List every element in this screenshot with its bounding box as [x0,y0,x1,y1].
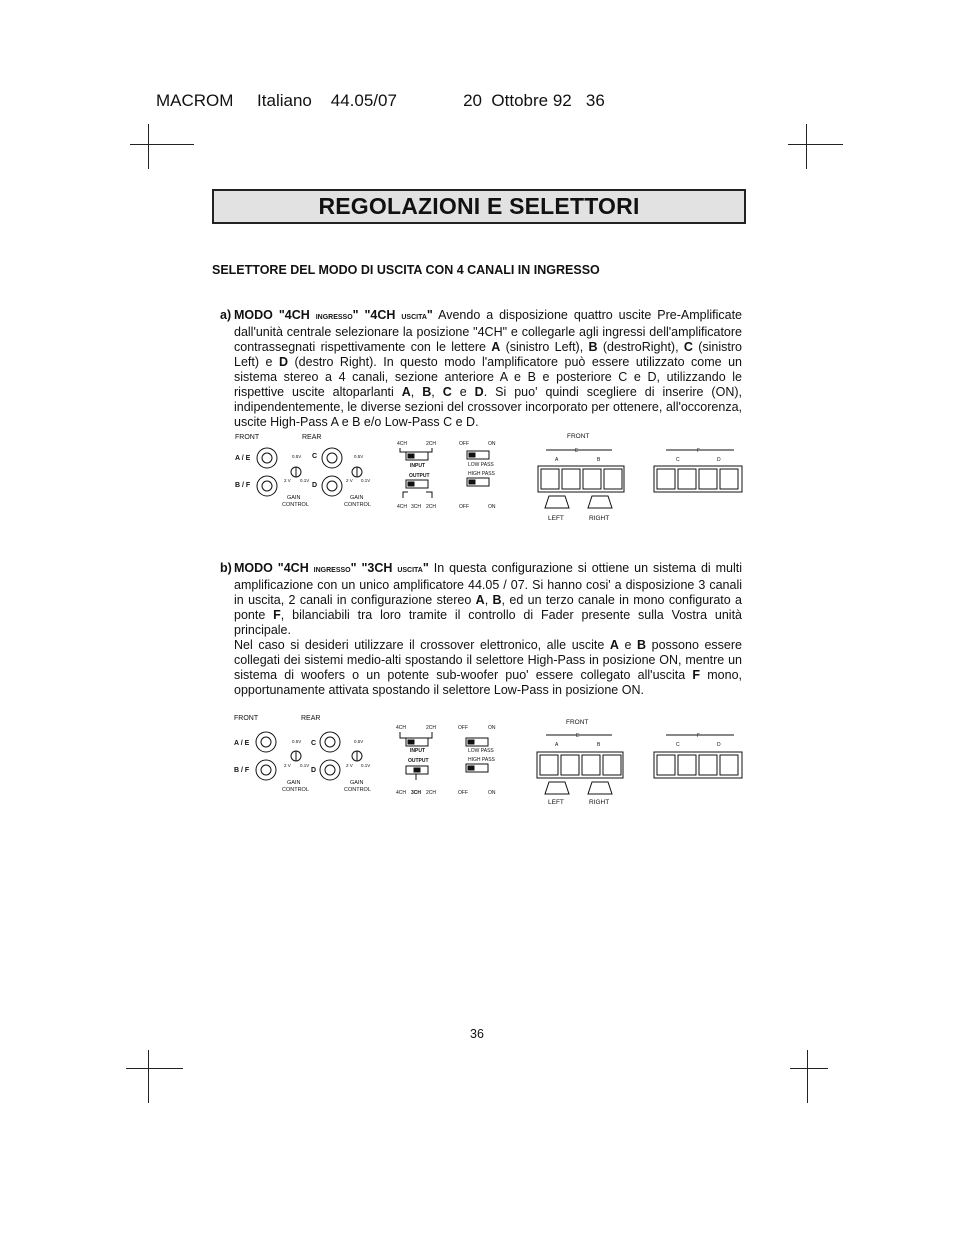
gain-knob-icon [291,751,362,761]
label-a: A [555,457,559,463]
label-d: D [312,482,318,489]
label-c: C [311,740,317,747]
title-box [212,189,746,224]
label-2v: 2 V [346,478,353,483]
label-3ch: 3CH [411,790,422,796]
label-2ch: 2CH [426,441,437,447]
label-on: ON [488,790,496,796]
label-lowpass: LOW PASS [468,462,494,468]
label-off: OFF [459,504,469,510]
label-highpass: HIGH PASS [468,757,495,763]
label-rear: REAR [301,715,321,722]
label-2v: 2 V [346,763,353,768]
label-2ch: 2CH [426,504,437,510]
label-right: RIGHT [589,799,610,806]
label-on: ON [488,504,496,510]
label-bf: B / F [234,767,250,774]
label-4ch: 4CH [397,441,408,447]
label-off: OFF [458,790,468,796]
label-front: FRONT [234,715,259,722]
crop-mark [130,144,194,145]
label-05v: 0.5V [292,739,302,744]
crop-mark [807,1050,808,1103]
label-d: D [311,767,317,774]
label-highpass: HIGH PASS [468,471,495,477]
page-number: 36 [470,1027,484,1041]
label-f: F [697,733,701,739]
crop-mark [788,144,843,145]
speaker-terminal-icon [537,735,742,794]
label-control: CONTROL [344,502,371,508]
label-ae: A / E [235,455,251,462]
label-control: CONTROL [344,787,371,793]
label-right: RIGHT [589,515,610,522]
label-gain: GAIN [287,780,301,786]
label-off: OFF [459,441,469,447]
paragraph-b: b) MODO "4CH INGRESSO" "3CH USCITA" In questa configurazione si ottiene un sistema di multi amplificazione con un unico amplificatore 44.05 / 07. Si hanno cosi' a disposizione 3 canali in uscita, 2 canali in configurazione stereo A, B, ed un terzo canale in mono configurato a ponte F, bilanciabili tra loro tramite il controllo di Fader presente sulla Vostra unità principale. Nel caso si desideri utilizzare il crossover elettronico, alle uscite A e B possono essere collegati dei sistemi medio-alti spostando il selettore High-Pass in posizione ON, mentre un sistema di woofers o un potente sub-woofer puo' essere collegato all'uscita F mono, opportunamente attivata spostando il selettore Low-Pass in posizione ON. [220,561,743,697]
label-2ch: 2CH [426,725,437,731]
speaker-terminal-icon [538,450,742,508]
label-e: E [575,448,579,454]
crop-mark [148,124,149,169]
label-input: INPUT [410,463,425,469]
label-output: OUTPUT [408,758,429,764]
label-05v: 0.5V [292,454,302,459]
label-4ch: 4CH [396,725,407,731]
label-bf: B / F [235,482,251,489]
label-on: ON [488,441,496,447]
label-off: OFF [458,725,468,731]
label-4ch: 4CH [396,790,407,796]
crop-mark [148,1050,149,1103]
crop-mark [126,1068,183,1069]
label-control: CONTROL [282,502,309,508]
label-on: ON [488,725,496,731]
label-01v: 0.1V [361,763,371,768]
label-05v: 0.5V [354,454,364,459]
label-2ch: 2CH [426,790,437,796]
label-4ch: 4CH [397,504,408,510]
label-2v: 2 V [284,478,291,483]
label-3ch: 3CH [411,504,422,510]
label-f: F [697,448,701,454]
label-01v: 0.1V [361,478,371,483]
item-label: b) [220,561,232,575]
label-front: FRONT [567,433,590,440]
label-dd: D [717,457,721,463]
label-rear: REAR [302,434,322,441]
label-front: FRONT [566,719,589,726]
label-gain: GAIN [350,780,364,786]
label-b: B [597,742,601,748]
label-input: INPUT [410,748,425,754]
mode-title: MODO "4CH INGRESSO" "4CH USCITA" [234,308,433,322]
label-e: E [576,733,580,739]
label-cc: C [676,742,680,748]
section-subtitle: SELETTORE DEL MODO DI USCITA CON 4 CANALI IN INGRESSO [212,263,600,277]
label-01v: 0.1V [300,763,310,768]
label-dd: D [717,742,721,748]
label-front: FRONT [235,434,260,441]
mode-title: MODO "4CH INGRESSO" "3CH USCITA" [234,561,429,575]
label-output: OUTPUT [409,473,430,479]
label-gain: GAIN [287,495,301,501]
label-cc: C [676,457,680,463]
gain-knob-icon [291,467,362,477]
label-2v: 2 V [284,763,291,768]
label-01v: 0.1V [300,478,310,483]
label-b: B [597,457,601,463]
wiring-diagram-4ch [226,428,756,528]
label-left: LEFT [548,515,564,522]
label-c: C [312,453,318,460]
crop-mark [790,1068,828,1069]
label-ae: A / E [234,740,250,747]
label-05v: 0.5V [354,739,364,744]
page-title: REGOLAZIONI E SELETTORI [318,193,640,219]
paragraph-a: a) MODO "4CH INGRESSO" "4CH USCITA" Avendo a disposizione quattro uscite Pre-Amplificate dall'unità centrale selezionare la posizione "4CH" e collegarle agli ingressi dell'amplificatore contrassegnati rispettivamente con le lettere A (sinistro Left), B (destroRight), C (sinistro Left) e D (destro Right). In questo modo l'amplificatore può essere utilizzato come un sistema stereo a 4 canali, sezione anteriore A e B e posteriore C e D, utilizzando le rispettive uscite altoparlanti A, B, C e D. Si puo' quindi scegliere di inserire (ON), indipendentemente, le diverse sezioni del crossover incorporato per ottenere, all'occorenza, uscite High-Pass A e B e/o Low-Pass C e D. [220,308,742,429]
item-label: a) [220,308,232,322]
label-gain: GAIN [350,495,364,501]
wiring-diagram-3ch [226,710,756,810]
switch-icon [400,732,488,780]
label-lowpass: LOW PASS [468,748,494,754]
crop-mark [806,124,807,169]
label-control: CONTROL [282,787,309,793]
label-left: LEFT [548,799,564,806]
page-header: MACROM Italiano 44.05/07 20 Ottobre 92 36 [156,91,605,110]
label-a: A [555,742,559,748]
